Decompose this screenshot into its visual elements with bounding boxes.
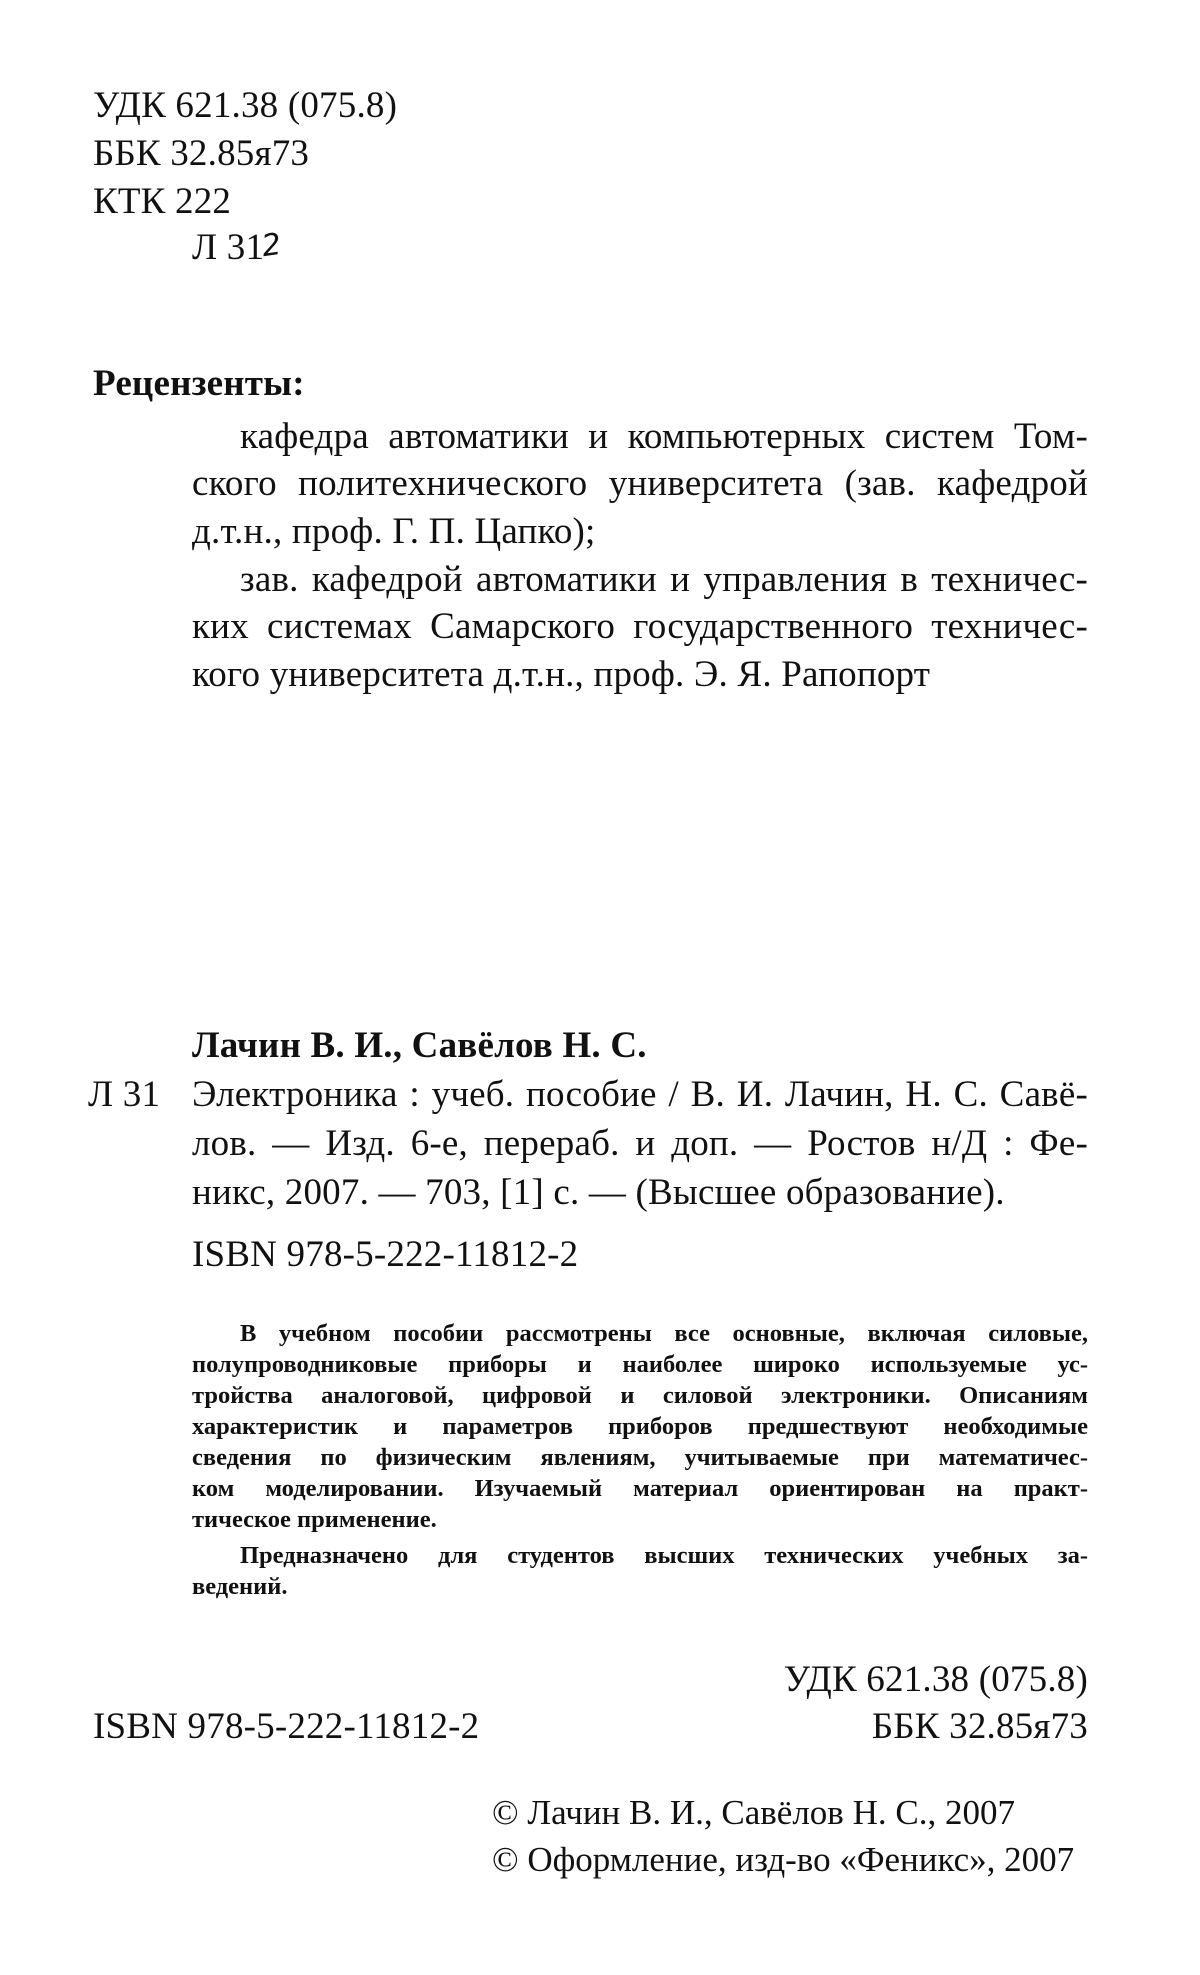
reviewer-1-line-3: д.т.н., проф. Г. П. Цапко); (192, 511, 596, 552)
udk-code: УДК 621.38 (075.8) (93, 85, 398, 126)
bibliography-mark: Л 31 (88, 1074, 161, 1115)
footer-bbk: ББК 32.85я73 (871, 1706, 1088, 1747)
footer-udk: УДК 621.38 (075.8) (783, 1659, 1088, 1700)
reviewer-1-line-2: ского политехнического университета (зав. кафедрой (192, 463, 1088, 504)
reviewer-2-line-1: зав. кафедрой автоматики и управления в техничес- (240, 559, 1088, 600)
reviewers-title: Рецензенты: (93, 363, 305, 404)
annotation-line-5: сведения по физическим явлениям, учитываемые при математичес- (192, 1444, 1088, 1471)
bibliography-line-2: лов. — Изд. 6-е, перераб. и доп. — Ростов н/Д : Фе- (192, 1123, 1088, 1164)
author-mark-handwritten: 2 (259, 226, 284, 265)
bibliography-isbn: ISBN 978-5-222-11812-2 (192, 1234, 579, 1275)
bibliography-line-1: Электроника : учеб. пособие / В. И. Лачин, Н. С. Савё- (192, 1074, 1088, 1115)
annotation-line-6: ком моделировании. Изучаемый материал ориентирован на практ- (192, 1475, 1088, 1502)
author-mark (192, 226, 284, 269)
reviewer-2-line-3: кого университета д.т.н., проф. Э. Я. Рапопорт (192, 654, 931, 695)
annotation-line-2: полупроводниковые приборы и наиболее широко используемые ус- (192, 1351, 1088, 1378)
annotation-line-3: тройства аналоговой, цифровой и силовой электроники. Описаниям (192, 1382, 1088, 1409)
author-mark-text: Л 31 (192, 227, 265, 268)
annotation-line-8: Предназначено для студентов высших технических учебных за- (240, 1542, 1088, 1569)
annotation-line-1: В учебном пособии рассмотрены все основные, включая силовые, (240, 1320, 1088, 1347)
book-authors: Лачин В. И., Савёлов Н. С. (192, 1025, 647, 1066)
reviewer-2-line-2: ких системах Самарского государственного техничес- (192, 606, 1088, 647)
annotation-line-9: ведений. (192, 1573, 288, 1600)
reviewer-1-line-1: кафедра автоматики и компьютерных систем Том- (240, 416, 1088, 457)
copyright-publisher: © Оформление, изд-во «Феникс», 2007 (492, 1840, 1075, 1879)
footer-isbn: ISBN 978-5-222-11812-2 (93, 1706, 480, 1747)
annotation-line-4: характеристик и параметров приборов предшествуют необходимые (192, 1413, 1088, 1440)
annotation-line-7: тическое применение. (192, 1506, 437, 1533)
bbk-code: ББК 32.85я73 (93, 133, 310, 174)
copyright-authors: © Лачин В. И., Савёлов Н. С., 2007 (492, 1793, 1015, 1832)
ktk-code: КТК 222 (93, 181, 232, 222)
bibliography-line-3: никс, 2007. — 703, [1] с. — (Высшее образование). (192, 1172, 1005, 1213)
